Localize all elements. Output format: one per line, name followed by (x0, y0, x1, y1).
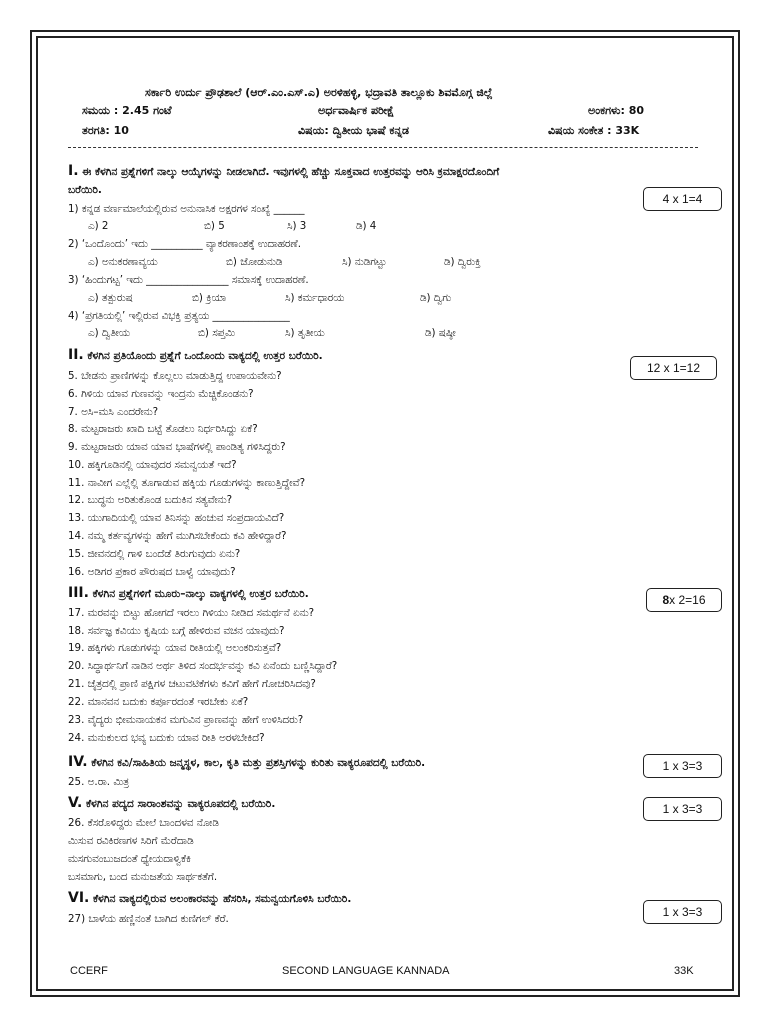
section-2-marks-box: 12 x 1=12 (630, 356, 717, 380)
question-25: 25. ಅ.ರಾ. ಮಿತ್ರ (68, 776, 130, 788)
poem-line-1: 26. ಕೆಸರೊಳಿದ್ದರು ಮೇಲೆ ಬಾಂದಳವ ನೋಡಿ (68, 817, 219, 829)
q4-option-a: ಎ) ದ್ವಿತೀಯ (88, 327, 130, 339)
question-17: 17. ಮರವನ್ನು ಬಿಟ್ಟು ಹೋಗದೆ ಇರಲು ಗಿಳಿಯು ನೀಡಿದ ಸಮರ್ಥನೆ ಏನು? (68, 607, 315, 619)
section-6-title: VI. ಕೆಳಗಿನ ವಾಕ್ಯದಲ್ಲಿರುವ ಅಲಂಕಾರವನ್ನು ಹೆಸರಿಸಿ, ಸಮನ್ವಯಗೊಳಿಸಿ ಬರೆಯಿರಿ. (68, 890, 352, 906)
footer-right: 33K (674, 965, 694, 977)
q3-option-c: ಸಿ) ಕರ್ಮಧಾರಯ (285, 292, 345, 304)
q2-option-d: ಡಿ) ದ್ವಿರುಕ್ತಿ (444, 256, 481, 268)
section-3-marks-box: 8 x 2=16 (646, 588, 722, 612)
question-9: 9. ಮಟ್ಟರಾಜರು ಯಾವ ಯಾವ ಭಾಷೆಗಳಲ್ಲಿ ಪಾಂಡಿತ್ಯ ಗಳಿಸಿದ್ದರು? (68, 441, 286, 453)
poem-line-2: ಮಿಸುವ ರವಿಕಿರಣಗಳ ಸಿರಿಗೆ ಮೆರೆದಾಡಿ (68, 835, 194, 847)
question-7: 7. ಅಸಿ–ಮಸಿ ಎಂದರೇನು? (68, 406, 159, 418)
section-1-title: I. ಈ ಕೆಳಗಿನ ಪ್ರಶ್ನೆಗಳಿಗೆ ನಾಲ್ಕು ಆಯ್ಕೆಗಳನ್ನು ನೀಡಲಾಗಿದೆ. ಇವುಗಳಲ್ಲಿ ಹೆಚ್ಚು ಸೂಕ್ತವಾದ ಉತ್ತರವನ್ನು ಆರಿಸಿ ಕ್ರಮಾಕ್ಷರದೊಂದಿಗೆ (68, 163, 500, 179)
header-divider (68, 147, 698, 148)
question-18: 18. ಸರ್ವಜ್ಞ ಕವಿಯು ಕೃಷಿಯ ಬಗ್ಗೆ ಹೇಳಿರುವ ವಚನ ಯಾವುದು? (68, 625, 285, 637)
q1-option-c: ಸಿ) 3 (287, 220, 307, 232)
q2-option-b: ಬಿ) ಜೋಡುನುಡಿ (226, 256, 283, 268)
class-label: ತರಗತಿ: 10 (82, 124, 129, 137)
q2-option-a: ಎ) ಅನುಕರಣಾವ್ಯಯ (88, 256, 158, 268)
section-5-marks-box: 1 x 3=3 (643, 797, 722, 821)
question-19: 19. ಹಕ್ಕಿಗಳು ಗೂಡುಗಳನ್ನು ಯಾವ ರೀತಿಯಲ್ಲಿ ಅಲಂಕರಿಸುತ್ತವೆ? (68, 642, 282, 654)
section-1-title-cont: ಬರೆಯಿರಿ. (68, 184, 102, 196)
q4-option-b: ಬಿ) ಸಪ್ತಮಿ (198, 327, 235, 339)
section-4-marks-box: 1 x 3=3 (643, 754, 722, 778)
question-21: 21. ಚೈತ್ರದಲ್ಲಿ ಪ್ರಾಣಿ ಪಕ್ಷಿಗಳ ಚಟುವಟಿಕೆಗಳು ಕವಿಗೆ ಹೇಗೆ ಗೋಚರಿಸಿದವು? (68, 678, 316, 690)
exam-title: ಅರ್ಧವಾರ್ಷಿಕ ಪರೀಕ್ಷೆ (318, 104, 395, 117)
question-15: 15. ಜೀವನದಲ್ಲಿ ಗಾಳಿ ಬಂದೆಡೆ ತಿರುಗುವುದು ಏನು? (68, 548, 241, 560)
section-3-title: III. ಕೆಳಗಿನ ಪ್ರಶ್ನೆಗಳಿಗೆ ಮೂರು–ನಾಲ್ಕು ವಾಕ್ಯಗಳಲ್ಲಿ ಉತ್ತರ ಬರೆಯಿರಿ. (68, 585, 309, 601)
question-5: 5. ಬೇಡನು ಪ್ರಾಣಿಗಳನ್ನು ಕೊಲ್ಲಲು ಮಾಡುತ್ತಿದ್ದ ಉಪಾಯವೇನು? (68, 370, 282, 382)
question-14: 14. ನಮ್ಮ ಕರ್ತವ್ಯಗಳನ್ನು ಹೇಗೆ ಮುಗಿಸಬೇಕೆಂದು ಕವಿ ಹೇಳಿದ್ದಾರೆ? (68, 530, 287, 542)
poem-line-3: ಮಸಗುವಂಬುಜದಂತೆ ಧ್ಯೇಯದಾಳ್ವಿಕೆಕಿ (68, 853, 191, 865)
poem-line-4: ಬಸಮಾಗು, ಬಂದ ಮನುಜತೆಯ ಸಾರ್ಥಕತೆಗೆ. (68, 871, 218, 883)
section-1-marks-box: 4 x 1=4 (643, 187, 722, 211)
question-24: 24. ಮನುಕುಲದ ಭವ್ಯ ಬದುಕು ಯಾವ ರೀತಿ ಅರಳಬೇಕಿದೆ? (68, 732, 265, 744)
question-27: 27) ಬಾಳೆಯ ಹಣ್ಣಿನಂತೆ ಬಾಗಿದ ಕುಣಿಗಲ್ ಕೆರೆ. (68, 913, 229, 925)
question-6: 6. ಗಿಳಿಯ ಯಾವ ಗುಣವನ್ನು ಇಂದ್ರನು ಮೆಚ್ಚಿಕೊಂಡನು? (68, 388, 254, 400)
q3-option-a: ಎ) ತತ್ಪುರುಷ (88, 292, 133, 304)
question-3: 3) ‘ಹಿಂದುಗಟ್ಟ’ ಇದು ________________ ಸಮಾಸಕ್ಕೆ ಉದಾಹರಣೆ. (68, 274, 309, 286)
total-marks: ಅಂಕಗಳು: 80 (588, 104, 645, 117)
question-22: 22. ಮಾನವನ ಬದುಕು ಕರ್ಪೂರದಂತೆ ಇರಬೇಕು ಏಕೆ? (68, 696, 249, 708)
question-4: 4) ‘ಪ್ರಗತಿಯಲ್ಲಿ’ ಇಲ್ಲಿರುವ ವಿಭಕ್ತಿ ಪ್ರತ್ಯಯ _______________ (68, 310, 290, 322)
section-5-title: V. ಕೆಳಗಿನ ಪದ್ಯದ ಸಾರಾಂಶವನ್ನು ವಾಕ್ಯರೂಪದಲ್ಲಿ ಬರೆಯಿರಿ. (68, 795, 276, 811)
q1-option-d: ಡಿ) 4 (356, 220, 377, 232)
subject-label: ವಿಷಯ: ದ್ವಿತೀಯ ಭಾಷೆ ಕನ್ನಡ (298, 124, 409, 137)
section-6-marks-box: 1 x 3=3 (643, 900, 722, 924)
question-13: 13. ಯುಗಾದಿಯಲ್ಲಿ ಯಾವ ತಿನಿಸನ್ನು ಹಂಚುವ ಸಂಪ್ರದಾಯವಿದೆ? (68, 512, 285, 524)
q2-option-c: ಸಿ) ನುಡಿಗಟ್ಟು (342, 256, 387, 268)
question-23: 23. ವೈದ್ಯರು ಭೀಮನಾಯಕನ ಮಗುವಿನ ಪ್ರಾಣವನ್ನು ಹೇಗೆ ಉಳಿಸಿದರು? (68, 714, 304, 726)
question-8: 8. ಮಟ್ಟರಾಜರು ಖಾದಿ ಬಟ್ಟೆ ತೊಡಲು ನಿರ್ಧರಿಸಿದ್ದು ಏಕೆ? (68, 423, 258, 435)
question-16: 16. ಅಡಿಗರ ಪ್ರಕಾರ ಪೌರುಷದ ಬಾಳ್ವೆ ಯಾವುದು? (68, 566, 236, 578)
section-2-title: II. ಕೆಳಗಿನ ಪ್ರತಿಯೊಂದು ಪ್ರಶ್ನೆಗೆ ಒಂದೊಂದು ವಾಕ್ಯದಲ್ಲಿ ಉತ್ತರ ಬರೆಯಿರಿ. (68, 347, 323, 363)
q1-option-a: ಎ) 2 (88, 220, 109, 232)
school-name: ಸರ್ಕಾರಿ ಉರ್ದು ಪ್ರೌಢಶಾಲೆ (ಆರ್.ಎಂ.ಎಸ್.ಎ) ಅರಳಿಹಳ್ಳಿ, ಭದ್ರಾವತಿ ತಾಲ್ಲೂಕು ಶಿವಮೊಗ್ಗ ಜಿಲ್ಲೆ (145, 86, 493, 99)
question-1: 1) ಕನ್ನಡ ವರ್ಣಮಾಲೆಯಲ್ಲಿರುವ ಅನುನಾಸಿಕ ಅಕ್ಷರಗಳ ಸಂಖ್ಯೆ ______ (68, 203, 305, 215)
question-12: 12. ಬುದ್ಧನು ಅರಿತುಕೊಂಡ ಬದುಕಿನ ಸತ್ಯವೇನು? (68, 494, 233, 506)
q4-option-c: ಸಿ) ತೃತೀಯ (285, 327, 325, 339)
section-4-title: IV. ಕೆಳಗಿನ ಕವಿ/ಸಾಹಿತಿಯ ಜನ್ಮಸ್ಥಳ, ಕಾಲ, ಕೃತಿ ಮತ್ತು ಪ್ರಶಸ್ತಿಗಳನ್ನು ಕುರಿತು ವಾಕ್ಯರೂಪದಲ್ಲಿ ಬರೆಯಿರಿ. (68, 754, 426, 770)
q3-option-d: ಡಿ) ದ್ವಿಗು (420, 292, 452, 304)
q3-option-b: ಬಿ) ಕ್ರಿಯಾ (192, 292, 227, 304)
question-2: 2) ‘ಒಂದೊಂದು’ ಇದು __________ ವ್ಯಾಕರಣಾಂಶಕ್ಕೆ ಉದಾಹರಣೆ. (68, 238, 302, 250)
footer-left: CCERF (70, 965, 108, 977)
question-11: 11. ನಾವೀಗ ಎಲ್ಲೆಲ್ಲಿ ತೂಗಾಡುವ ಹಕ್ಕಿಯ ಗೂಡುಗಳನ್ನು ಕಾಣುತ್ತಿದ್ದೇವೆ? (68, 477, 306, 489)
subject-code: ವಿಷಯ ಸಂಕೇತ : 33K (548, 124, 640, 137)
q4-option-d: ಡಿ) ಷಷ್ಠೀ (425, 327, 456, 339)
exam-time: ಸಮಯ : 2.45 ಗಂಟೆ (82, 104, 172, 117)
footer-center: SECOND LANGUAGE KANNADA (282, 965, 450, 977)
question-20: 20. ಸಿದ್ಧಾರ್ಥನಿಗೆ ನಾಡಿನ ಅರ್ಥ ತಿಳಿದ ಸಂದರ್ಭವನ್ನು ಕವಿ ಏನೆಂದು ಬಣ್ಣಿಸಿದ್ದಾರೆ? (68, 660, 338, 672)
question-10: 10. ಹಕ್ಕಿಗೂಡಿನಲ್ಲಿ ಯಾವುದರ ಸಮನ್ವಯತೆ ಇದೆ? (68, 459, 237, 471)
q1-option-b: ಬಿ) 5 (204, 220, 225, 232)
